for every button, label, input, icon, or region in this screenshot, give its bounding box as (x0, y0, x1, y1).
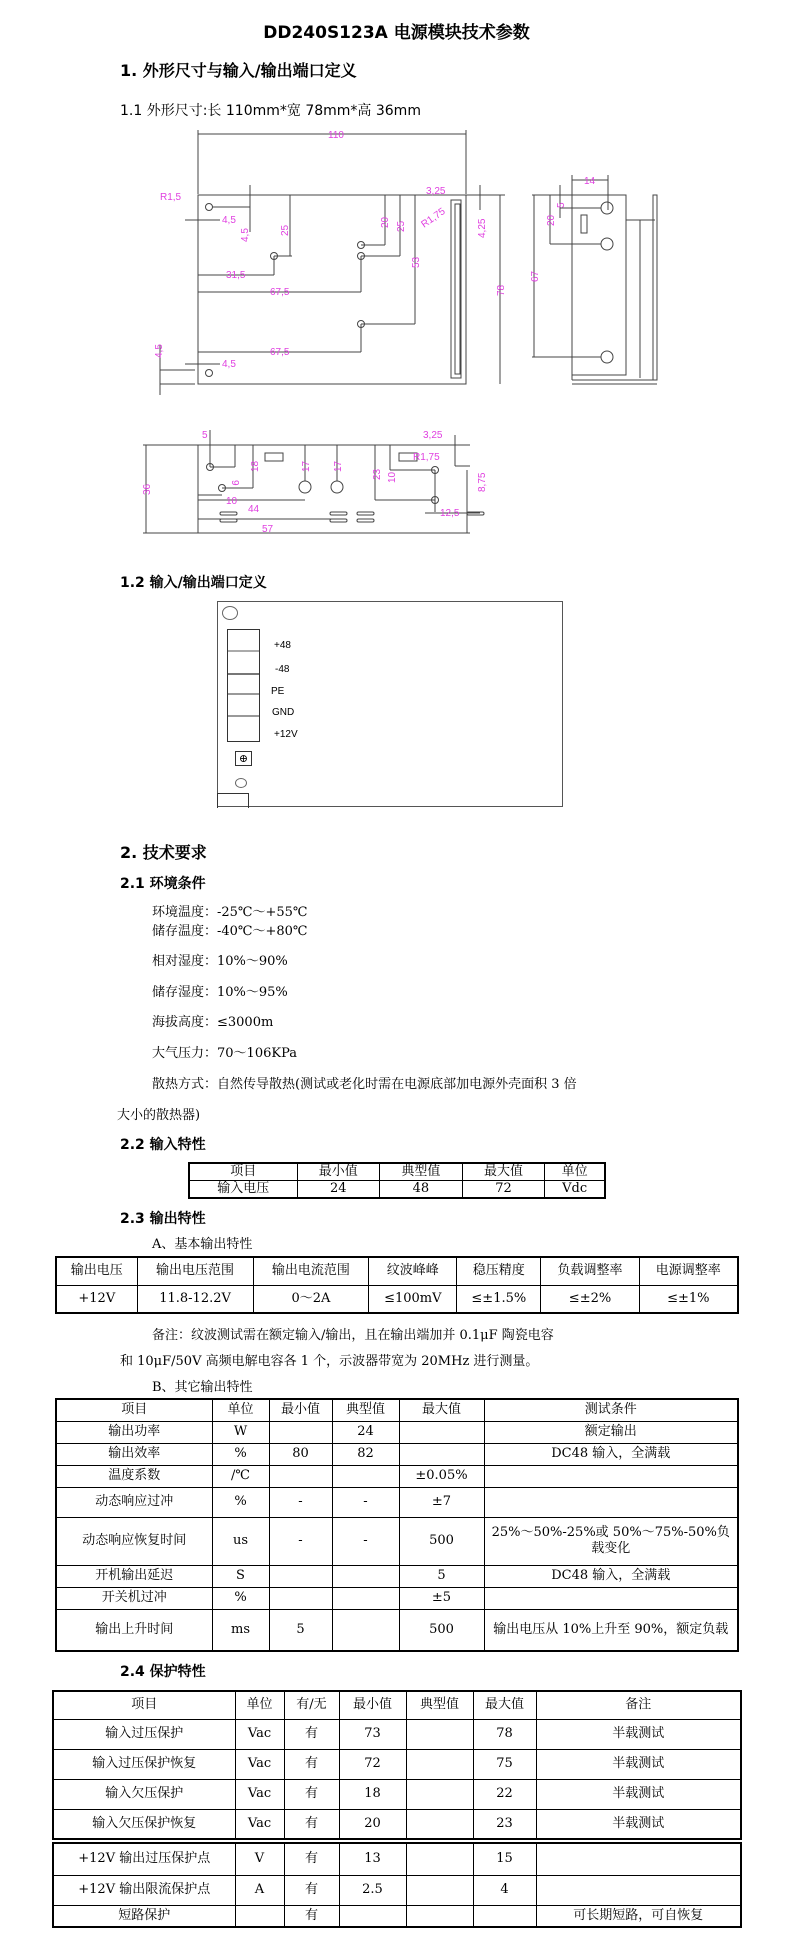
table-cell (484, 1465, 738, 1487)
dim-5: 5 (556, 202, 567, 208)
dim-4-5: 4,5 (222, 359, 236, 370)
table-cell: 有 (284, 1875, 339, 1905)
dim-12-5: 12,5 (440, 508, 460, 519)
table-header: 最大值 (462, 1163, 545, 1181)
table-cell (473, 1905, 536, 1927)
section2-4-heading: 2.4 保护特性 (120, 1664, 206, 1680)
table-cell (406, 1779, 473, 1809)
table-cell: 22 (473, 1779, 536, 1809)
section1-2-heading: 1.2 输入/输出端口定义 (120, 575, 267, 591)
mount-hole-icon (222, 606, 238, 620)
section2-3-heading: 2.3 输出特性 (120, 1211, 206, 1227)
table-cell: 有 (284, 1719, 339, 1749)
table-cell: +12V 输出过压保护点 (53, 1843, 235, 1875)
input-table (188, 1162, 606, 1199)
table-cell: 有 (284, 1779, 339, 1809)
port-label-pe: PE (271, 686, 285, 697)
dim-25: 25 (280, 224, 291, 236)
table-row (56, 1443, 738, 1465)
output-b-table (55, 1398, 739, 1652)
env-item: 相对湿度：10%～90% (152, 954, 288, 969)
table-cell: - (332, 1487, 399, 1517)
dim-17: 17 (333, 460, 344, 472)
table-header: 输出电压范围 (137, 1257, 253, 1285)
dim-78: 78 (496, 284, 507, 296)
table-cell (235, 1905, 284, 1927)
table-cell: % (212, 1587, 269, 1609)
table-header-row (56, 1399, 738, 1421)
table-cell: Vac (235, 1719, 284, 1749)
table-header: 最小值 (297, 1163, 380, 1181)
mount-hole (206, 204, 213, 211)
dim-10: 10 (226, 496, 238, 507)
table-cell: 有 (284, 1905, 339, 1927)
env-item: 环境温度：-25℃～+55℃ (152, 905, 308, 920)
table-header: 纹波峰峰 (369, 1257, 457, 1285)
table-cell: Vac (235, 1809, 284, 1839)
table-cell: DC48 输入，全满载 (484, 1443, 738, 1465)
table-cell (399, 1421, 484, 1443)
table-cell (536, 1875, 741, 1905)
document-title: DD240S123A 电源模块技术参数 (263, 23, 530, 43)
section2-1-heading: 2.1 环境条件 (120, 876, 206, 892)
table-cell: V (235, 1843, 284, 1875)
adjust-potentiometer-icon: ⊕ (235, 751, 252, 766)
terminal-block (227, 629, 260, 742)
dim-53: 53 (411, 256, 422, 268)
section1-heading: 1. 外形尺寸与输入/输出端口定义 (120, 61, 357, 80)
dim-57: 57 (262, 524, 274, 535)
section1-1-heading: 1.1 外形尺寸:长 110mm*宽 78mm*高 36mm (120, 103, 421, 119)
front-view-drawing (110, 420, 490, 540)
protection-table (52, 1690, 742, 1840)
table-header-row (56, 1257, 738, 1285)
table-header: 稳压精度 (457, 1257, 541, 1285)
table-cell: 48 (380, 1181, 463, 1199)
table-header: 单位 (212, 1399, 269, 1421)
output-protection-table (52, 1842, 742, 1928)
table-cell: ms (212, 1609, 269, 1651)
table-cell (332, 1587, 399, 1609)
table-cell: - (332, 1517, 399, 1565)
table-cell: S (212, 1565, 269, 1587)
table-cell: 可长期短路，可自恢复 (536, 1905, 741, 1927)
table-cell: 24 (332, 1421, 399, 1443)
table-header: 最大值 (473, 1691, 536, 1719)
table-cell: 500 (399, 1609, 484, 1651)
table-row (189, 1181, 605, 1199)
dim-23: 23 (372, 468, 383, 480)
table-cell (269, 1587, 332, 1609)
table-cell: DC48 输入，全满载 (484, 1565, 738, 1587)
table-row (56, 1587, 738, 1609)
table-cell: % (212, 1487, 269, 1517)
table-cell: 18 (339, 1779, 406, 1809)
table-cell (406, 1719, 473, 1749)
table-header: 项目 (53, 1691, 235, 1719)
table-row (56, 1517, 738, 1565)
table-cell: 4 (473, 1875, 536, 1905)
table-cell (269, 1565, 332, 1587)
connector-tab (217, 793, 249, 808)
table-cell: 输出上升时间 (56, 1609, 212, 1651)
table-header: 单位 (235, 1691, 284, 1719)
table-cell: Vac (235, 1749, 284, 1779)
table-cell: 20 (339, 1809, 406, 1839)
env-item: 海拔高度：≤3000m (152, 1015, 274, 1030)
table-cell: 有 (284, 1843, 339, 1875)
table-header: 项目 (56, 1399, 212, 1421)
table-cell: 11.8-12.2V (137, 1285, 253, 1313)
table-cell: W (212, 1421, 269, 1443)
dim-4-25: 4,25 (477, 218, 488, 238)
table-header: 输出电流范围 (253, 1257, 369, 1285)
table-cell (406, 1749, 473, 1779)
table-cell: 72 (462, 1181, 545, 1199)
table-cell: 输入欠压保护恢复 (53, 1809, 235, 1839)
table-cell: +12V 输出限流保护点 (53, 1875, 235, 1905)
table-cell (406, 1843, 473, 1875)
dim-5: 5 (202, 430, 208, 441)
output-a-table (55, 1256, 739, 1314)
table-cell: 开关机过冲 (56, 1587, 212, 1609)
table-row (56, 1285, 738, 1313)
table-cell: ≤±1% (639, 1285, 738, 1313)
table-row (56, 1465, 738, 1487)
table-cell: 13 (339, 1843, 406, 1875)
table-cell: 半载测试 (536, 1749, 741, 1779)
env-item: 储存湿度：10%～95% (152, 985, 288, 1000)
table-cell: 80 (269, 1443, 332, 1465)
side-body (572, 195, 626, 375)
table-cell: A (235, 1875, 284, 1905)
table-cell (536, 1843, 741, 1875)
table-cell (484, 1487, 738, 1517)
table-cell: % (212, 1443, 269, 1465)
table-cell: 动态响应过冲 (56, 1487, 212, 1517)
dim-17: 17 (301, 460, 312, 472)
table-cell: ±7 (399, 1487, 484, 1517)
table-row (53, 1749, 741, 1779)
table-cell: 有 (284, 1809, 339, 1839)
table-cell: ±5 (399, 1587, 484, 1609)
table-header: 输出电压 (56, 1257, 137, 1285)
table-cell: 0～2A (253, 1285, 369, 1313)
table-row (53, 1809, 741, 1839)
table-cell: 输出电压从 10%上升至 90%，额定负载 (484, 1609, 738, 1651)
table-cell (484, 1587, 738, 1609)
table-header-row (189, 1163, 605, 1181)
table-cell (332, 1465, 399, 1487)
table-cell: - (269, 1487, 332, 1517)
table-cell: 24 (297, 1181, 380, 1199)
table-cell (406, 1875, 473, 1905)
table-cell: 额定输出 (484, 1421, 738, 1443)
table-cell: 温度系数 (56, 1465, 212, 1487)
dim-r175: R1,75 (413, 452, 440, 463)
table-cell: ≤±1.5% (457, 1285, 541, 1313)
dim-67: 67 (530, 270, 541, 282)
dim-14: 14 (584, 176, 596, 187)
dim-31-5: 31,5 (226, 270, 246, 281)
table-cell: 输入欠压保护 (53, 1779, 235, 1809)
dim-67-5: 67,5 (270, 347, 290, 358)
table-cell: 短路保护 (53, 1905, 235, 1927)
dim-4-5: 4,5 (222, 215, 236, 226)
table-header: 最小值 (269, 1399, 332, 1421)
dim-67-5: 67,5 (270, 287, 290, 298)
port-label-minus48: -48 (275, 664, 290, 675)
dim-110: 110 (328, 130, 344, 141)
table-row (53, 1875, 741, 1905)
table-header: 单位 (545, 1163, 605, 1181)
table-cell: +12V (56, 1285, 137, 1313)
table-cell: 75 (473, 1749, 536, 1779)
table-row (53, 1719, 741, 1749)
dim-20: 20 (546, 214, 557, 226)
table-cell: /℃ (212, 1465, 269, 1487)
table-cell: 2.5 (339, 1875, 406, 1905)
table-row (53, 1843, 741, 1875)
table-cell: 25%～50%-25%或 50%～75%-50%负载变化 (484, 1517, 738, 1565)
ripple-note-line2: 和 10μF/50V 高频电解电容各 1 个，示波器带宽为 20MHz 进行测量。 (120, 1354, 539, 1369)
top-view-drawing (140, 120, 520, 400)
table-cell: 输入电压 (189, 1181, 297, 1199)
table-cell: 输出效率 (56, 1443, 212, 1465)
side-view-drawing (510, 150, 690, 400)
table-cell: Vdc (545, 1181, 605, 1199)
table-header: 最小值 (339, 1691, 406, 1719)
table-cell (269, 1465, 332, 1487)
env-item: 储存温度：-40℃～+80℃ (152, 924, 308, 939)
table-cell: 动态响应恢复时间 (56, 1517, 212, 1565)
table-cell: ≤±2% (541, 1285, 639, 1313)
table-cell (332, 1609, 399, 1651)
table-cell (332, 1565, 399, 1587)
table-row (56, 1487, 738, 1517)
table-cell: 500 (399, 1517, 484, 1565)
output-a-heading: A、基本输出特性 (152, 1237, 253, 1252)
dim-8-75: 8,75 (477, 472, 488, 492)
table-row (56, 1565, 738, 1587)
table-cell: 73 (339, 1719, 406, 1749)
table-cell: 15 (473, 1843, 536, 1875)
table-cell (399, 1443, 484, 1465)
env-item: 散热方式：自然传导散热(测试或老化时需在电源底部加电源外壳面积 3 倍 (152, 1077, 577, 1092)
table-cell: 半载测试 (536, 1809, 741, 1839)
table-header: 典型值 (332, 1399, 399, 1421)
table-header: 项目 (189, 1163, 297, 1181)
table-header: 电源调整率 (639, 1257, 738, 1285)
dim-36: 36 (142, 483, 153, 495)
dim-r175: R1,75 (419, 206, 448, 231)
output-b-heading: B、其它输出特性 (152, 1380, 253, 1395)
table-header-row (53, 1691, 741, 1719)
table-cell: 5 (269, 1609, 332, 1651)
table-cell: 5 (399, 1565, 484, 1587)
dim-3-25: 3,25 (426, 186, 446, 197)
table-cell: 开机输出延迟 (56, 1565, 212, 1587)
dim-9: 9 (229, 480, 240, 486)
env-item: 大小的散热器) (117, 1108, 201, 1123)
table-row (56, 1609, 738, 1651)
dim-4-5: 4,5 (240, 228, 251, 242)
table-cell: - (269, 1517, 332, 1565)
table-cell: 82 (332, 1443, 399, 1465)
table-header: 典型值 (406, 1691, 473, 1719)
ripple-note-line1: 备注：纹波测试需在额定输入/输出，且在输出端加并 0.1μF 陶瓷电容 (152, 1328, 554, 1343)
port-diagram (217, 601, 563, 807)
dim-4-5: 4,5 (154, 344, 165, 358)
table-cell: 输入过压保护 (53, 1719, 235, 1749)
table-cell: 有 (284, 1749, 339, 1779)
table-cell: 半载测试 (536, 1779, 741, 1809)
table-header: 测试条件 (484, 1399, 738, 1421)
table-cell: 输出功率 (56, 1421, 212, 1443)
port-label-plus48: +48 (274, 640, 291, 651)
dim-25: 25 (396, 220, 407, 232)
table-cell: Vac (235, 1779, 284, 1809)
table-cell: 23 (473, 1809, 536, 1839)
table-cell: us (212, 1517, 269, 1565)
table-cell: 72 (339, 1749, 406, 1779)
dim-3-25: 3,25 (423, 430, 443, 441)
table-row (53, 1779, 741, 1809)
table-cell: ±0.05% (399, 1465, 484, 1487)
table-header: 有/无 (284, 1691, 339, 1719)
table-cell (406, 1905, 473, 1927)
dim-20: 20 (380, 216, 391, 228)
port-label-gnd: GND (272, 707, 295, 718)
port-label-plus12v: +12V (274, 729, 298, 740)
env-item: 大气压力：70～106KPa (152, 1046, 297, 1061)
table-cell: 78 (473, 1719, 536, 1749)
dim-44: 44 (248, 504, 260, 515)
section2-heading: 2. 技术要求 (120, 843, 207, 862)
table-cell: ≤100mV (369, 1285, 457, 1313)
section2-2-heading: 2.2 输入特性 (120, 1137, 206, 1153)
dim-r15: R1,5 (160, 192, 182, 203)
table-header: 典型值 (380, 1163, 463, 1181)
table-header: 负载调整率 (541, 1257, 639, 1285)
table-cell (339, 1905, 406, 1927)
table-cell: 输入过压保护恢复 (53, 1749, 235, 1779)
table-header: 备注 (536, 1691, 741, 1719)
table-row (53, 1905, 741, 1927)
table-row (56, 1421, 738, 1443)
dim-10: 10 (387, 471, 398, 483)
table-header: 最大值 (399, 1399, 484, 1421)
mount-hole-icon (235, 778, 247, 788)
dim-18: 18 (250, 460, 261, 472)
table-cell: 半载测试 (536, 1719, 741, 1749)
table-cell (269, 1421, 332, 1443)
table-cell (406, 1809, 473, 1839)
